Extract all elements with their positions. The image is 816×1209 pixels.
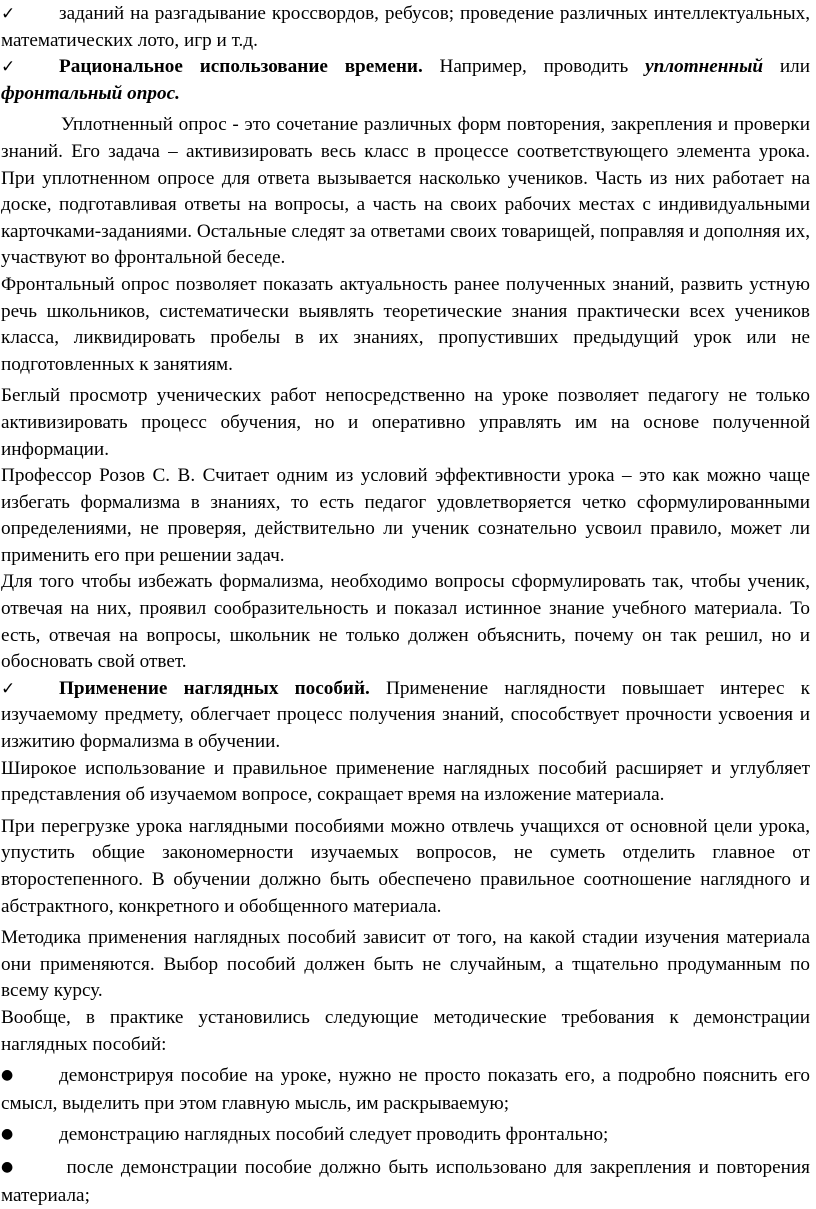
- paragraph-compact-survey: Уплотненный опрос - это сочетание различных форм повторения, закрепления и проверки знаний. Его задача – активизировать весь класс в процессе соответствующего элемента урока. При уплотненном опросе для ответа вызывается насколько учеников. Часть из них работает на доске, подготавливая ответы на вопросы, а часть на своих рабочих местах с индивидуальными карточками-заданиями. Остальные следят за ответами своих товарищей, поправляя и дополняя их, участвуют во фронтальной беседе.: [1, 114, 810, 269]
- item-heading: Применение наглядных пособий.: [59, 677, 370, 699]
- bullet-icon: ●: [1, 1158, 14, 1175]
- paragraph-quick-review: Беглый просмотр ученических работ непосредственно на уроке позволяет педагогу не только активизировать процесс обучения, но и оперативно управлять им на основе полученной информации.: [1, 385, 810, 460]
- paragraph-formalism: Для того чтобы избежать формализма, необходимо вопросы сформулировать так, чтобы ученик, отвечая на них, проявил сообразительность и показал истинное знание учебного материала. То есть, отвечая на вопросы, школьник не только должен объяснить, почему он так решил, но и обосновать свой ответ.: [1, 571, 810, 673]
- bullet-icon: ●: [1, 1067, 14, 1084]
- bullet-text: демонстрацию наглядных пособий следует проводить фронтально;: [59, 1124, 609, 1146]
- bullet-item: [1, 1063, 810, 1117]
- checkmark-icon: ✓: [1, 57, 16, 78]
- paragraph-wide-use: Широкое использование и правильное применение наглядных пособий расширяет и углубляет представления об изучаемом вопросе, сокращает время на изложение материала.: [1, 757, 810, 806]
- checklist-item-visual-aids: [1, 676, 810, 756]
- checklist-item-time: [1, 54, 810, 107]
- emphasis-term: уплотненный: [645, 56, 764, 78]
- paragraph-frontal-survey: Фронтальный опрос позволяет показать актуальность ранее полученных знаний, развить устную речь школьников, систематически выявлять теоретические знания практически всех учеников класса, ликвидировать пробелы в их знаниях, пропустивших предыдущий урок или не подготовленных к занятиям.: [1, 273, 810, 375]
- item-heading: Рациональное использование времени.: [59, 56, 423, 78]
- paragraph-rozov: Профессор Розов С. В. Считает одним из условий эффективности урока – это как можно чаще избегать формализма в знаниях, то есть педагог удовлетворяется четко сформулированными определениями, не проверяя, действительно ли ученик сознательно усвоил правило, может ли применить его при решении задач.: [1, 465, 810, 566]
- checkmark-icon: ✓: [1, 4, 16, 24]
- checklist-item-tasks: [1, 1, 810, 54]
- paragraph-methodology: Методика применения наглядных пособий зависит от того, на какой стадии изучения материала они применяются. Выбор пособий должен быть не случайным, а тщательно продуманным по всему курсу.: [1, 927, 810, 1002]
- paragraph-text: Например, проводить: [422, 56, 646, 78]
- bullet-item: [1, 1155, 810, 1209]
- emphasis-term: фронтальный опрос.: [1, 82, 180, 104]
- bullet-item: [1, 1122, 810, 1150]
- bullet-text: демонстрируя пособие на уроке, нужно не просто показать его, а подробно пояснить его смысл, выделить при этом главную мысль, им раскрываемую;: [1, 1065, 810, 1114]
- paragraph-text: или: [763, 56, 810, 78]
- bullet-icon: ●: [1, 1126, 14, 1143]
- checkmark-icon: ✓: [1, 678, 16, 699]
- paragraph-requirements: Вообще, в практике установились следующие методические требования к демонстрации наглядных пособий:: [1, 1006, 810, 1055]
- paragraph-text: заданий на разгадывание кроссвордов, ребусов; проведение различных интеллектуальных, математических лото, игр и т.д.: [1, 3, 810, 51]
- paragraph-text: Применение наглядности повышает интерес к изучаемому предмету, облегчает процесс получения знаний, способствует прочности усвоения и изжитию формализма в обучении.: [1, 677, 810, 753]
- bullet-text: после демонстрации пособие должно быть использовано для закрепления и повторения материала;: [1, 1156, 810, 1206]
- paragraph-overload: При перегрузке урока наглядными пособиями можно отвлечь учащихся от основной цели урока, упустить общие закономерности изучаемых вопросов, не суметь отделить главное от второстепенного. В обучении должно быть обеспечено правильное соотношение наглядного и абстрактного, конкретного и обобщенного материала.: [1, 815, 810, 917]
